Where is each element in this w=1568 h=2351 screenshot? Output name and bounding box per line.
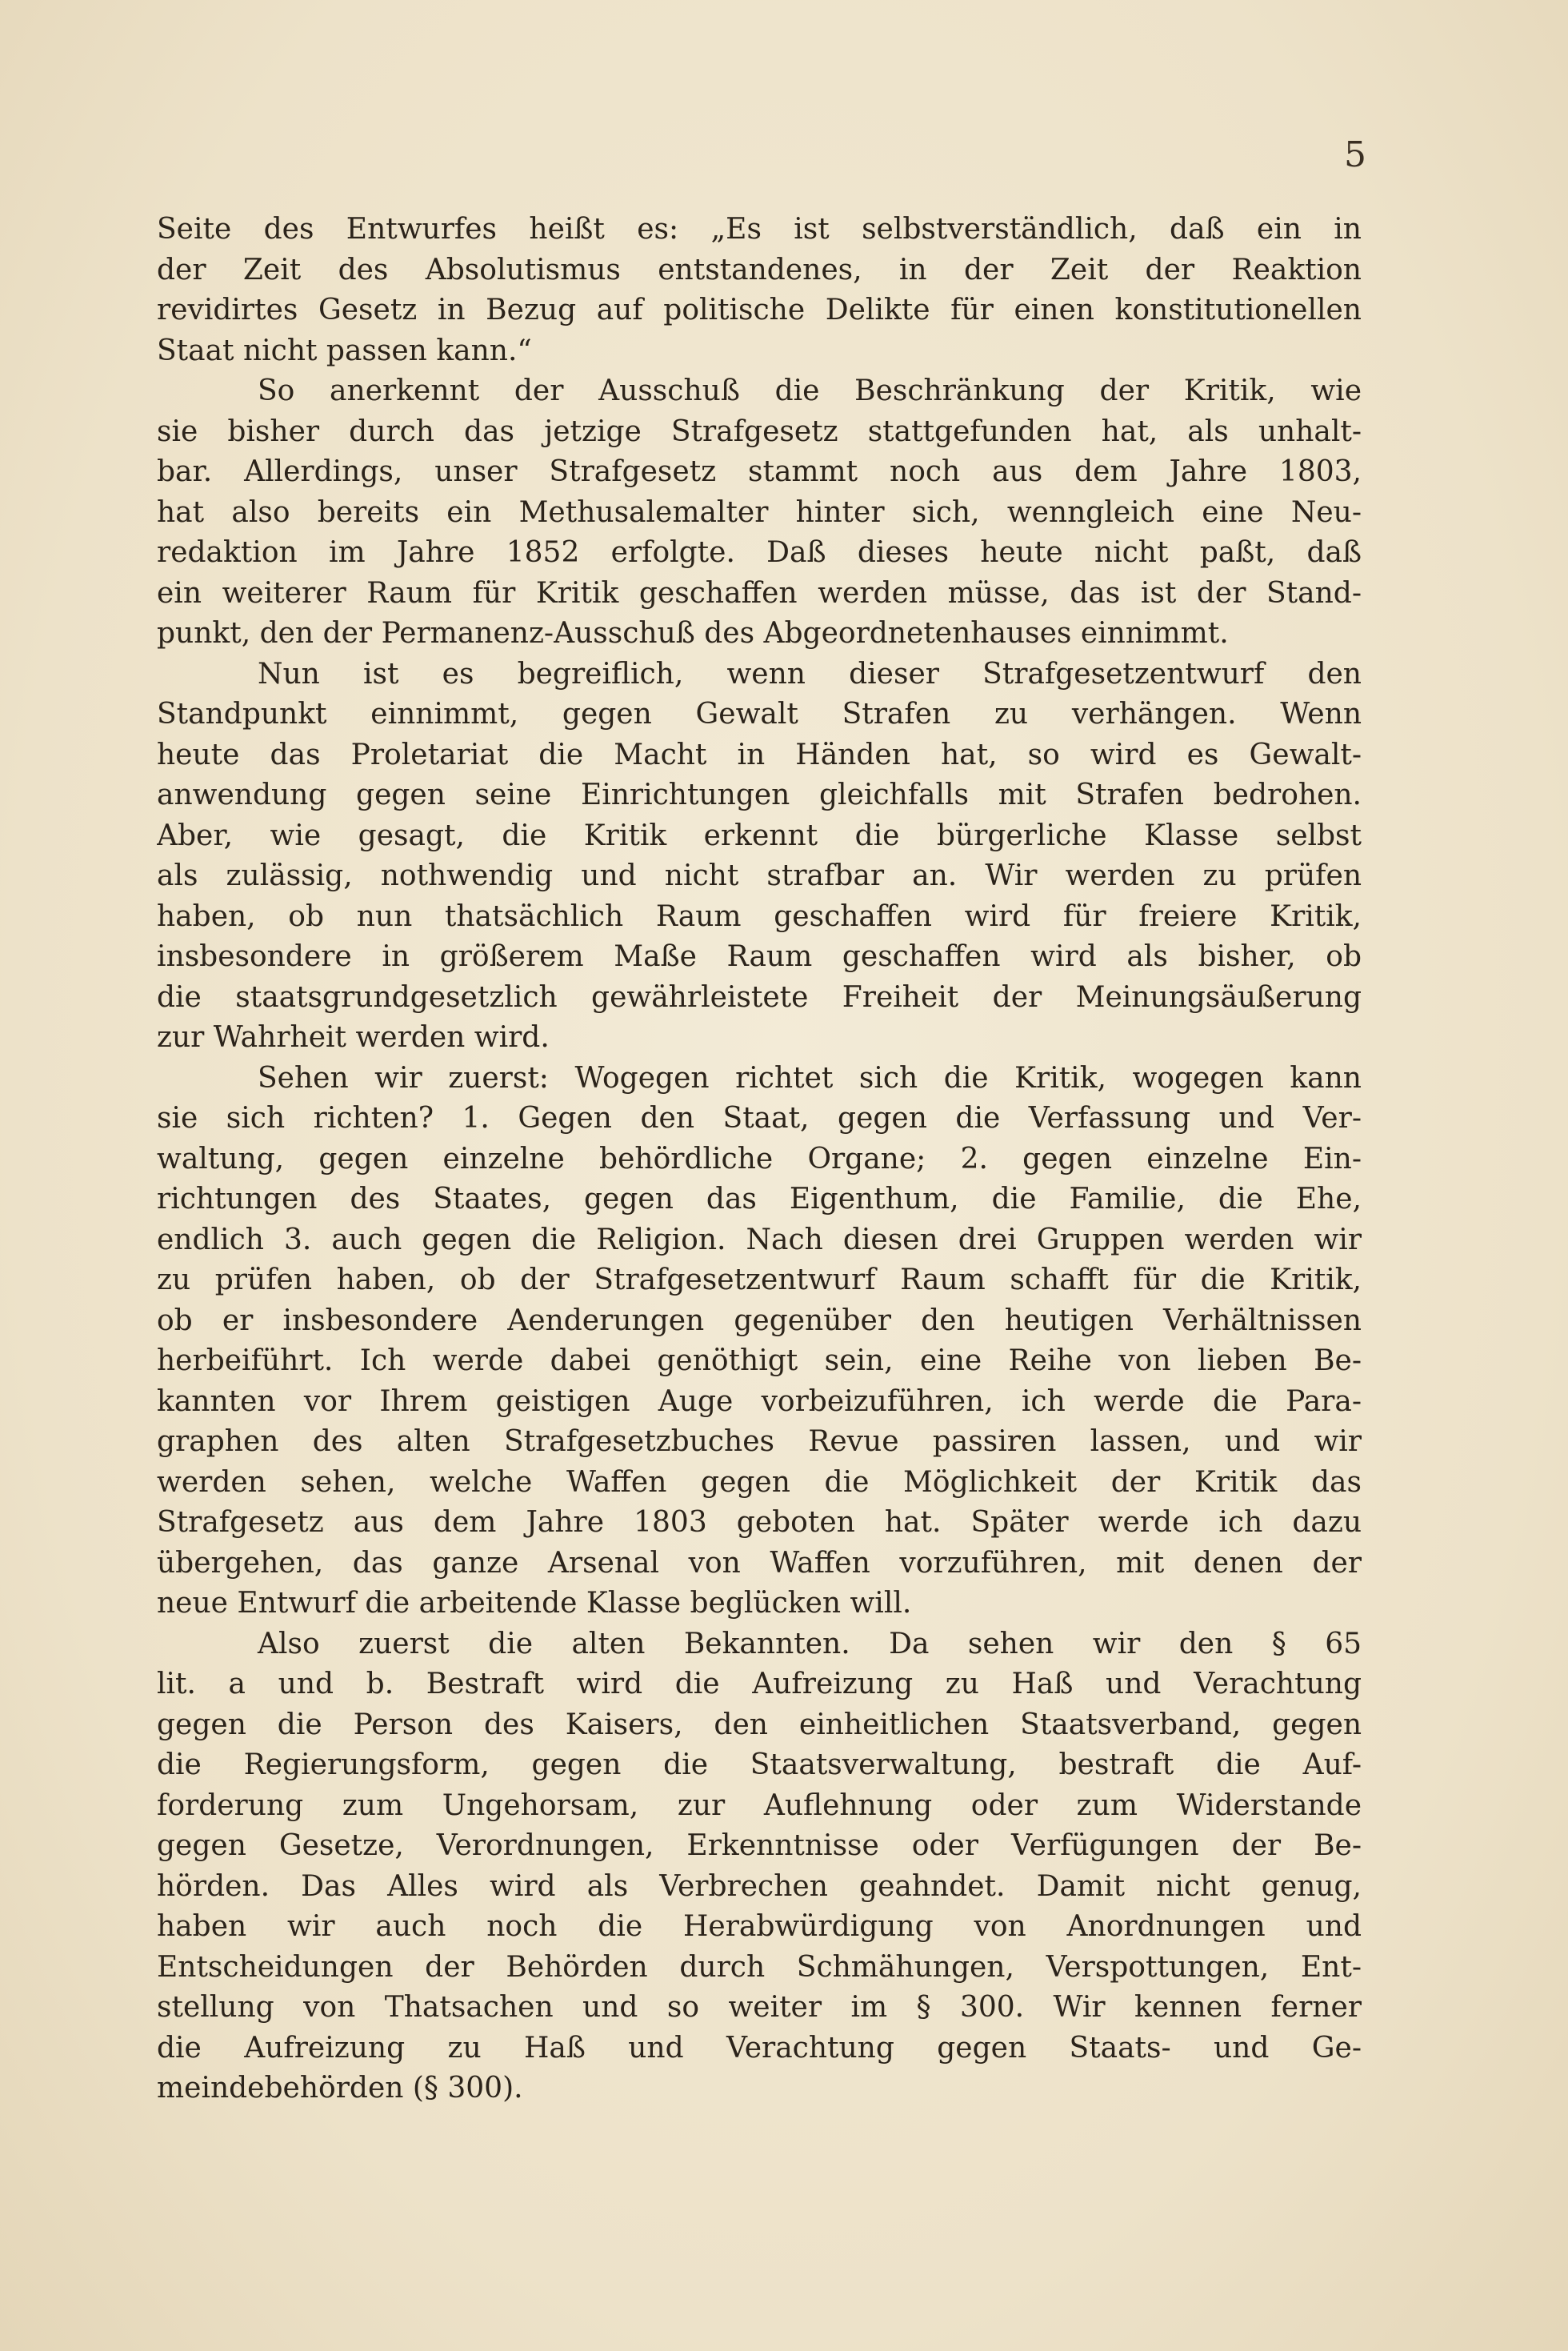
text-line: Sehen wir zuerst: Wogegen richtet sich die Kritik, wogegen kann <box>258 1061 1362 1095</box>
text-line: sie sich richten? 1. Gegen den Staat, gegen die Verfassung und Ver- <box>157 1102 1362 1135</box>
text-line: stellung von Thatsachen und so weiter im § 300. Wir kennen ferner <box>157 1991 1362 2024</box>
text-line: insbesondere in größerem Maße Raum geschaffen wird als bisher, ob <box>157 940 1362 973</box>
text-line: graphen des alten Strafgesetzbuches Revue passiren lassen, und wir <box>157 1425 1362 1458</box>
text-line: So anerkennt der Ausschuß die Beschränkung der Kritik, wie <box>258 374 1362 407</box>
text-line: revidirtes Gesetz in Bezug auf politische Delikte für einen konstitutionellen <box>157 294 1362 326</box>
text-line: zu prüfen haben, ob der Strafgesetzentwurf Raum schafft für die Kritik, <box>157 1264 1362 1296</box>
text-line: Staat nicht passen kann.“ <box>157 334 532 367</box>
text-line: bar. Allerdings, unser Strafgesetz stammt noch aus dem Jahre 1803, <box>157 455 1362 488</box>
text-line: Seite des Entwurfes heißt es: „Es ist selbstverständlich, daß ein in <box>157 213 1362 246</box>
text-line: übergehen, das ganze Arsenal von Waffen vorzuführen, mit denen der <box>157 1546 1362 1580</box>
text-line: anwendung gegen seine Einrichtungen gleichfalls mit Strafen bedrohen. <box>157 779 1362 811</box>
text-line: die Regierungsform, gegen die Staatsverwaltung, bestraft die Auf- <box>157 1748 1362 1781</box>
text-line: neue Entwurf die arbeitende Klasse beglücken will. <box>157 1587 912 1620</box>
text-line: hörden. Das Alles wird als Verbrechen geahndet. Damit nicht genug, <box>157 1869 1362 1903</box>
text-line: punkt, den der Permanenz-Ausschuß des Abgeordnetenhauses einnimmt. <box>157 617 1229 650</box>
text-line: Strafgesetz aus dem Jahre 1803 geboten hat. Später werde ich dazu <box>157 1506 1362 1539</box>
text-line: haben, ob nun thatsächlich Raum geschaffen wird für freiere Kritik, <box>157 899 1362 933</box>
text-line: waltung, gegen einzelne behördliche Organe; 2. gegen einzelne Ein- <box>157 1142 1362 1176</box>
text-line: ob er insbesondere Aenderungen gegenüber den heutigen Verhältnissen <box>157 1304 1362 1337</box>
text-line: hat also bereits ein Methusalemalter hinter sich, wenngleich eine Neu- <box>157 495 1362 529</box>
text-line: Nun ist es begreiflich, wenn dieser Strafgesetzentwurf den <box>258 657 1362 691</box>
text-line: zur Wahrheit werden wird. <box>157 1021 550 1054</box>
text-line: redaktion im Jahre 1852 erfolgte. Daß dieses heute nicht paßt, daß <box>157 536 1362 569</box>
text-line: die Aufreizung zu Haß und Verachtung gegen Staats- und Ge- <box>157 2031 1362 2065</box>
text-line: Standpunkt einnimmt, gegen Gewalt Strafen zu verhängen. Wenn <box>157 698 1362 731</box>
text-line: die staatsgrundgesetzlich gewährleistete Freiheit der Meinungsäußerung <box>157 980 1362 1014</box>
text-line: heute das Proletariat die Macht in Händen hat, so wird es Gewalt- <box>157 738 1362 771</box>
page-number: 5 <box>1344 134 1366 175</box>
text-line: werden sehen, welche Waffen gegen die Möglichkeit der Kritik das <box>157 1465 1362 1499</box>
text-line: kannten vor Ihrem geistigen Auge vorbeizuführen, ich werde die Para- <box>157 1384 1362 1418</box>
text-line: Aber, wie gesagt, die Kritik erkennt die bürgerliche Klasse selbst <box>157 819 1362 852</box>
text-line: sie bisher durch das jetzige Strafgesetz stattgefunden hat, als unhalt- <box>157 415 1362 448</box>
text-line: forderung zum Ungehorsam, zur Auflehnung oder zum Widerstande <box>157 1788 1362 1822</box>
text-line: richtungen des Staates, gegen das Eigenthum, die Familie, die Ehe, <box>157 1183 1362 1216</box>
text-line: lit. a und b. Bestraft wird die Aufreizung zu Haß und Verachtung <box>157 1668 1362 1700</box>
text-line: haben wir auch noch die Herabwürdigung von Anordnungen und <box>157 1910 1362 1943</box>
text-line: gegen die Person des Kaisers, den einheitlichen Staatsverband, gegen <box>157 1708 1362 1741</box>
text-line: endlich 3. auch gegen die Religion. Nach diesen drei Gruppen werden wir <box>157 1223 1362 1256</box>
text-line: Entscheidungen der Behörden durch Schmähungen, Verspottungen, Ent- <box>157 1950 1362 1984</box>
text-line: herbeiführt. Ich werde dabei genöthigt sein, eine Reihe von lieben Be- <box>157 1344 1362 1377</box>
text-line: meindebehörden (§ 300). <box>157 2072 523 2105</box>
body-text <box>157 210 1362 2109</box>
text-line: gegen Gesetze, Verordnungen, Erkenntnisse oder Verfügungen der Be- <box>157 1829 1362 1862</box>
text-line: Also zuerst die alten Bekannten. Da sehen wir den § 65 <box>258 1627 1362 1660</box>
text-line: ein weiterer Raum für Kritik geschaffen werden müsse, das ist der Stand- <box>157 576 1362 610</box>
text-line: der Zeit des Absolutismus entstandenes, in der Zeit der Reaktion <box>157 253 1362 286</box>
text-line: als zulässig, nothwendig und nicht strafbar an. Wir werden zu prüfen <box>157 859 1362 892</box>
